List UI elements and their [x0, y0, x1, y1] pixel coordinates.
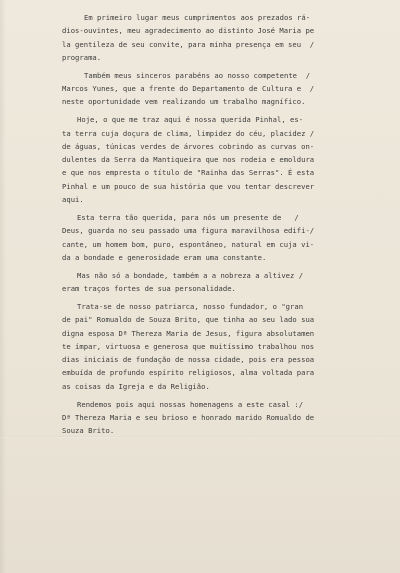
- text-line: Trata-se de nosso patriarca, nosso fundador, o "gran: [77, 301, 304, 311]
- text-line: Hoje, o que me traz aqui é nossa querida Pinhal, es-: [77, 115, 304, 125]
- text-line: Pinhal e um pouco de sua história que vou tentar descrever: [62, 181, 315, 191]
- text-line: dios-ouvintes, meu agradecimento ao distinto José Maria pe: [62, 26, 315, 36]
- text-line: de pai" Romualdo de Souza Brito, que tinha ao seu lado sua: [62, 315, 315, 325]
- text-line: Souza Brito.: [62, 426, 115, 436]
- text-line: embuída de profundo espírito religiosos, alma voltada para: [62, 368, 315, 378]
- text-line: Deus, guarda no seu passado uma figura maravilhosa edifi-/: [62, 226, 315, 236]
- paragraph-pinhal: [62, 113, 384, 206]
- text-line: da a bondade e generosidade eram uma constante.: [62, 252, 267, 262]
- text-line: de águas, túnicas verdes de árvores cobrindo as curvas on-: [62, 141, 315, 151]
- text-line: Dª Thereza Maria e seu brioso e honrado marido Romualdo de: [62, 412, 315, 422]
- text-line: as coisas da Igreja e da Religião.: [62, 381, 210, 391]
- text-line: aqui.: [62, 195, 84, 205]
- text-line: Marcos Yunes, que a frente do Departamento de Cultura e /: [62, 84, 315, 94]
- text-line: ta terra cuja doçura de clima, limpidez do céu, placidez /: [62, 128, 315, 138]
- text-line: Em primeiro lugar meus cumprimentos aos prezados rá-: [84, 13, 311, 22]
- text-line: eram traços fortes de sua personalidade.: [62, 284, 236, 294]
- text-line: dulentes da Serra da Mantiqueira que nos rodeia e emoldura: [62, 155, 315, 165]
- paragraph-founder: [62, 300, 384, 393]
- text-line: dias iniciais de fundação de nossa cidade, pois era pessoa: [62, 355, 315, 365]
- text-line: la gentileza de seu convite, para minha presença em seu /: [62, 39, 315, 49]
- paragraph-gift-of-god: [62, 211, 384, 264]
- paper-edge-shadow: [0, 0, 6, 573]
- text-line: Rendemos pois aqui nossas homenagens a este casal :/: [77, 399, 304, 409]
- text-line: digna esposa Dª Thereza Maria de Jesus, figura absolutamen: [62, 328, 315, 338]
- text-line: neste oportunidade vem realizando um trabalho magnífico.: [62, 97, 306, 107]
- paragraph-greeting: [62, 11, 384, 64]
- text-line: Também meus sinceros parabéns ao nosso competente /: [84, 70, 311, 80]
- text-line: cante, um homem bom, puro, espontâneo, natural em cuja vi-: [62, 239, 315, 249]
- paragraph-homage: [62, 398, 384, 438]
- text-line: Esta terra tão querida, para nós um presente de /: [77, 212, 299, 222]
- text-line: e que nos empresta o título de "Rainha das Serras". É esta: [62, 168, 315, 178]
- text-line: programa.: [62, 52, 102, 62]
- document-body: [62, 11, 384, 442]
- paragraph-congratulations: [62, 69, 384, 109]
- text-line: Mas não só a bondade, também a a nobreza a altivez /: [77, 270, 304, 280]
- text-line: te ímpar, virtuosa e generosa que muitíssimo trabalhou nos: [62, 341, 315, 351]
- paragraph-nobility: [62, 269, 384, 296]
